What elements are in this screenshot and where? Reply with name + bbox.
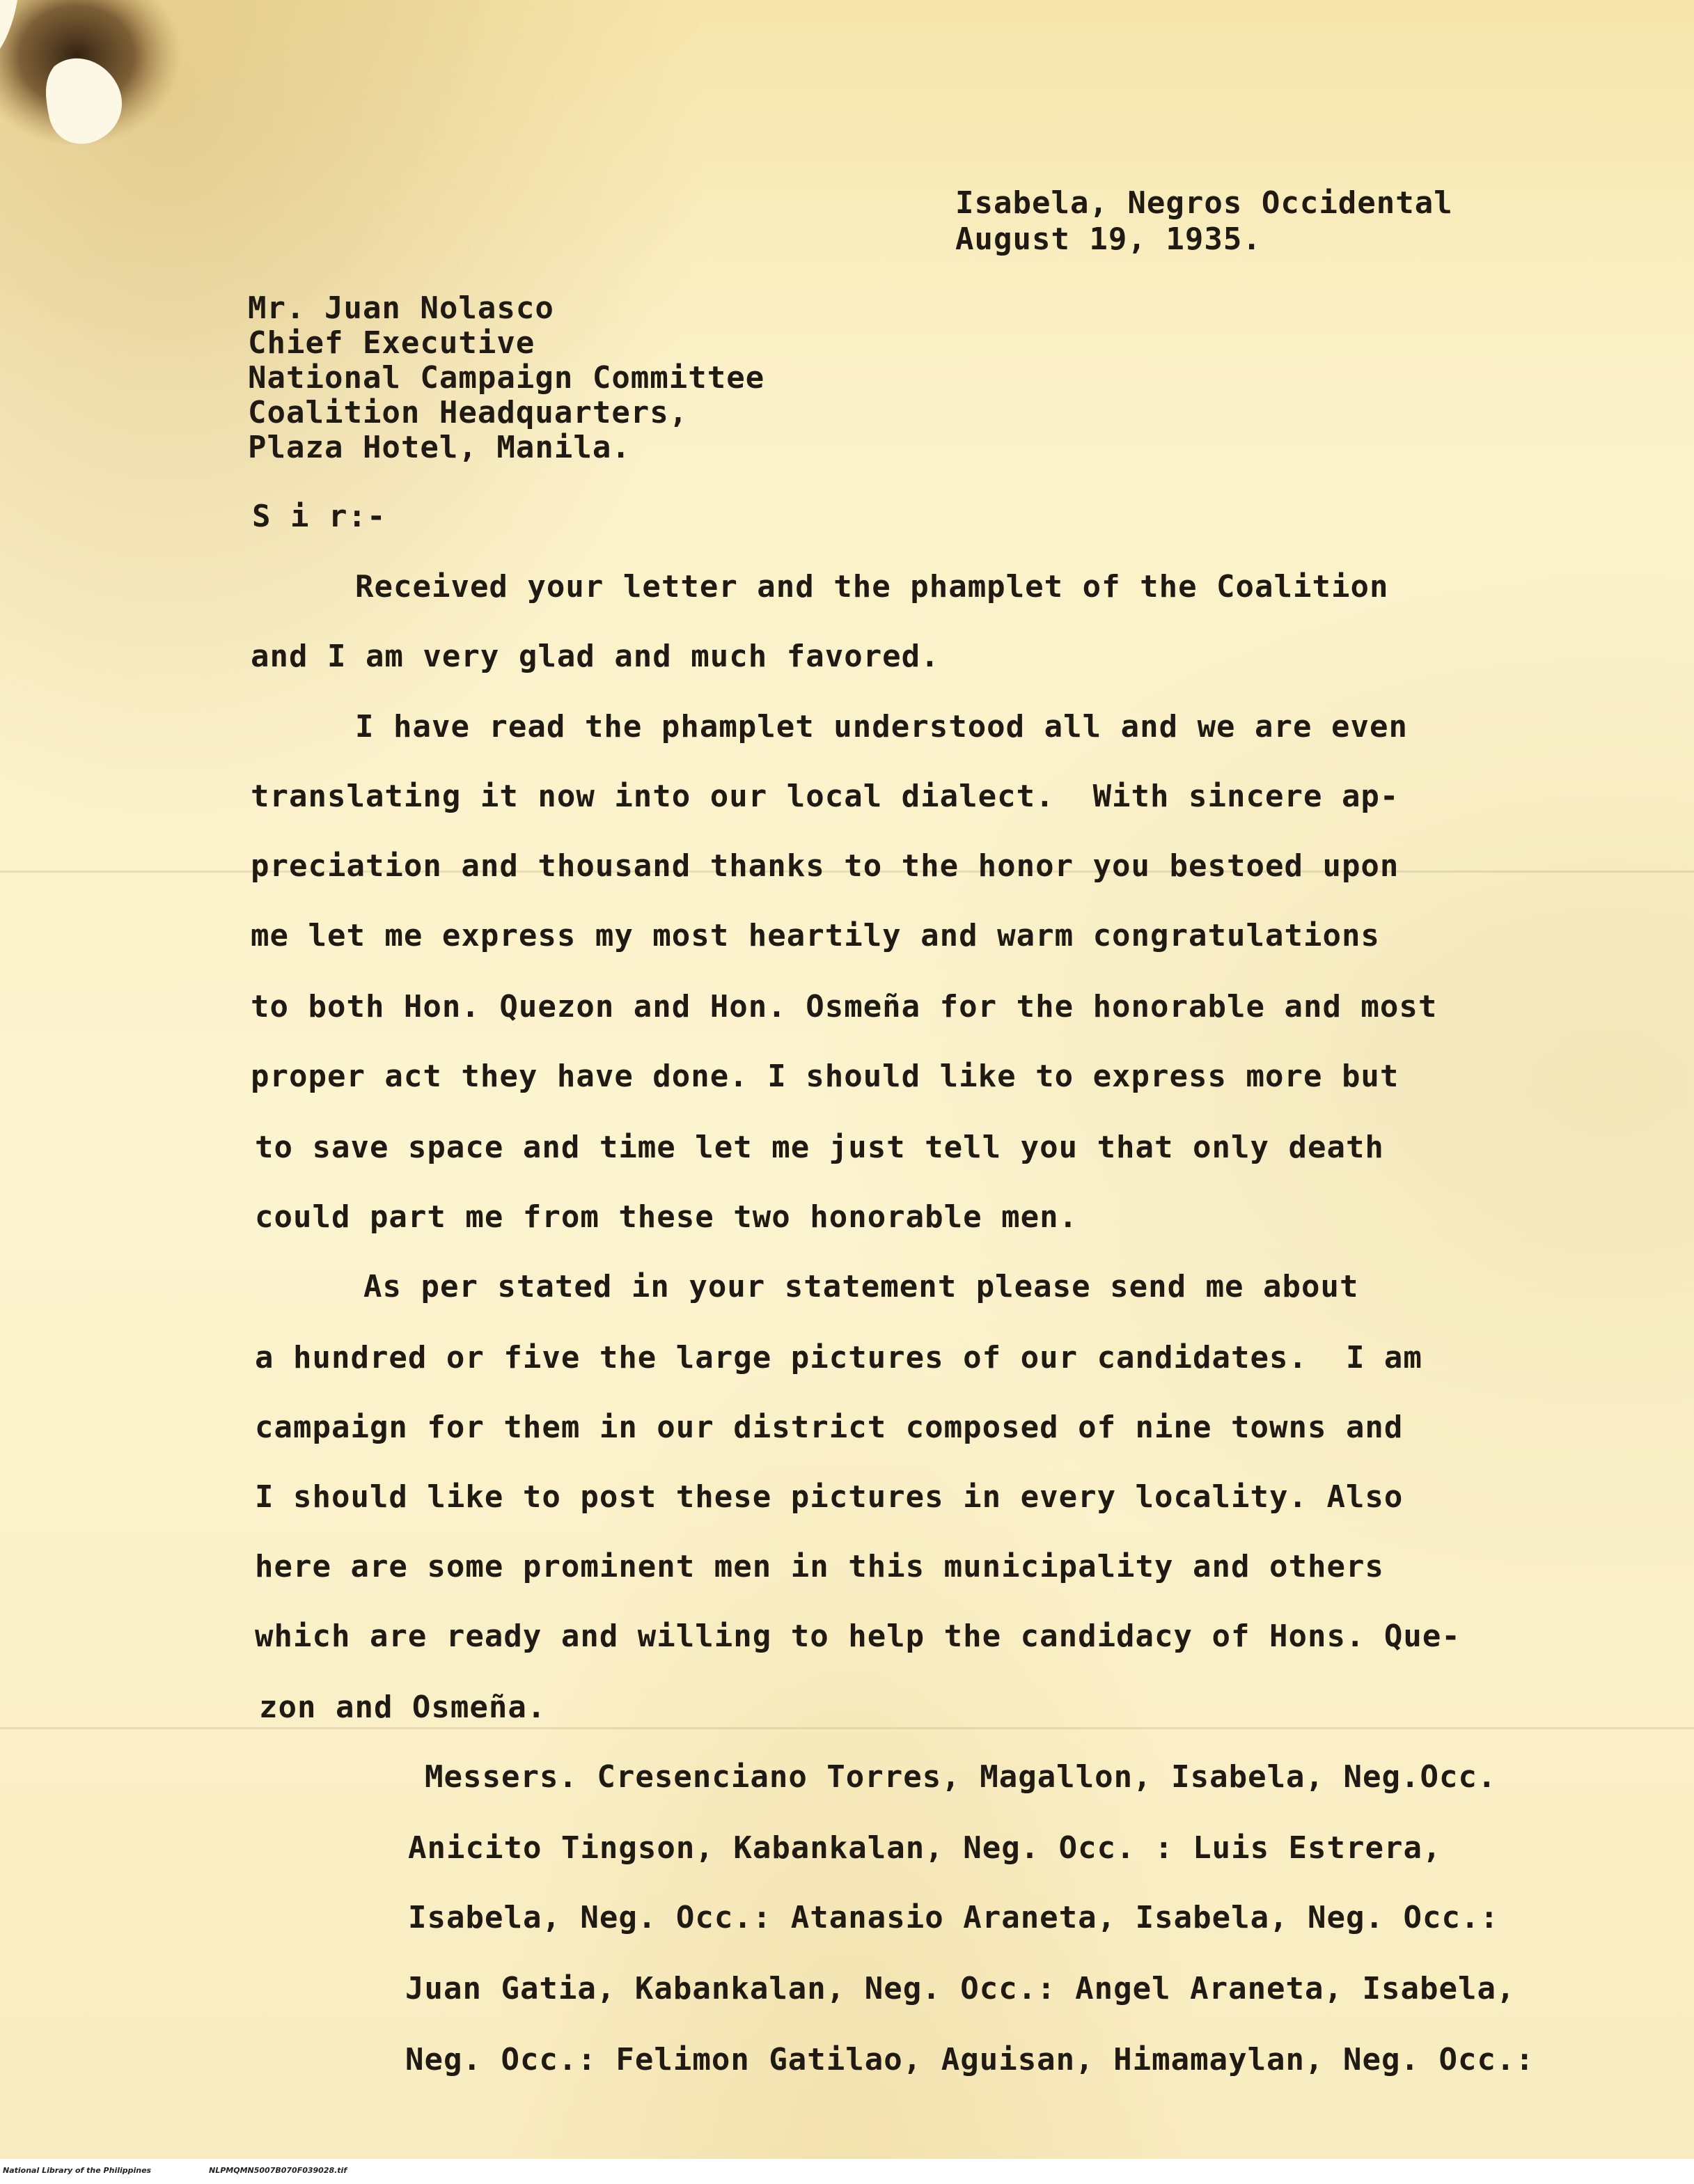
addressee-line: Chief Executive xyxy=(248,325,535,361)
burn-mark xyxy=(0,0,209,167)
body-line: and I am very glad and much favored. xyxy=(251,639,940,674)
names-line: Isabela, Neg. Occ.: Atanasio Araneta, Isabela, Neg. Occ.: xyxy=(408,1900,1499,1935)
body-line: As per stated in your statement please send me about xyxy=(363,1269,1359,1304)
archive-footer xyxy=(0,2159,1694,2184)
names-line: Messers. Cresenciano Torres, Magallon, Isabela, Neg.Occ. xyxy=(425,1759,1497,1795)
salutation: S i r:- xyxy=(252,499,386,534)
addressee-line: National Campaign Committee xyxy=(248,360,765,396)
names-line: Juan Gatia, Kabankalan, Neg. Occ.: Angel Araneta, Isabela, xyxy=(405,1971,1516,2006)
library-credit: National Library of the Philippines xyxy=(3,2166,152,2175)
body-line: could part me from these two honorable men. xyxy=(255,1199,1079,1235)
names-line: Neg. Occ.: Felimon Gatilao, Aguisan, Himamaylan, Neg. Occ.: xyxy=(405,2042,1535,2077)
body-line: proper act they have done. I should like to express more but xyxy=(251,1059,1399,1094)
file-id: NLPMQMN5007B070F039028.tif xyxy=(209,2166,347,2175)
addressee-line: Coalition Headquarters, xyxy=(248,395,689,430)
body-line: I have read the phamplet understood all and we are even xyxy=(355,709,1408,744)
names-line: Anicito Tingson, Kabankalan, Neg. Occ. : Luis Estrera, xyxy=(408,1830,1442,1866)
body-line: translating it now into our local dialect. With sincere ap- xyxy=(251,779,1399,814)
body-line: preciation and thousand thanks to the honor you bestoed upon xyxy=(251,848,1399,884)
body-line: which are ready and willing to help the candidacy of Hons. Que- xyxy=(255,1618,1461,1654)
addressee-line: Plaza Hotel, Manila. xyxy=(248,430,631,465)
letter-place: Isabela, Negros Occidental xyxy=(955,185,1453,221)
body-line: campaign for them in our district composed of nine towns and xyxy=(255,1410,1404,1445)
body-line: here are some prominent men in this municipality and others xyxy=(255,1549,1384,1584)
body-line: zon and Osmeña. xyxy=(259,1690,547,1725)
body-line: to both Hon. Quezon and Hon. Osmeña for the honorable and most xyxy=(251,989,1438,1024)
body-line: a hundred or five the large pictures of our candidates. I am xyxy=(255,1340,1422,1375)
body-line: to save space and time let me just tell you that only death xyxy=(255,1130,1384,1165)
body-line: me let me express my most heartily and warm congratulations xyxy=(251,918,1380,953)
letter-date: August 19, 1935. xyxy=(955,221,1262,257)
addressee-line: Mr. Juan Nolasco xyxy=(248,290,554,326)
body-line: I should like to post these pictures in every locality. Also xyxy=(255,1479,1404,1515)
body-line: Received your letter and the phamplet of the Coalition xyxy=(355,569,1389,604)
